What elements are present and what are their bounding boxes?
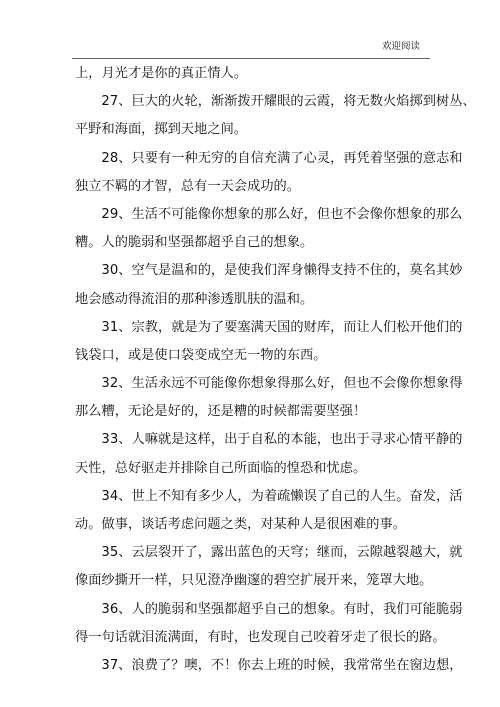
text-line: 得一句话就泪流满面，有时，也发现自己咬着牙走了很长的路。 [75,629,446,645]
text-line: 像面纱撕开一样，只见澄净幽邃的碧空扩展开来，笼罩大地。 [75,573,433,589]
paragraph-continuation [75,60,434,88]
document-body [75,60,476,680]
header-rule [72,58,430,59]
paragraph-33 [75,426,463,482]
text-line: 钱袋口，或是使口袋变成空无一物的东西。 [75,347,327,363]
paragraph-30 [75,257,463,313]
text-line: 30、空气是温和的，是使我们浑身懒得支持不住的，莫名其妙 [101,263,463,279]
text-line: 动。做事，谈话考虑问题之类，对某种人是很困难的事。 [75,517,406,532]
text-line: 那么糟，无论是好的，还是糟的时候都需要坚强！ [75,404,367,420]
paragraph-36 [75,596,463,652]
text-line: 37、浪费了？噢，不！你去上班的时候，我常常坐在窗边想， [101,657,463,673]
text-line: 31、宗教，就是为了要塞满天国的财库，而让人们松开他们的 [101,319,463,335]
text-line: 独立不羁的才智，总有一天会成功的。 [75,178,301,194]
text-line: 35、云层裂开了，露出蓝色的天穹；继而，云隙越裂越大，就 [101,545,463,561]
text-line: 28、只要有一种无穷的自信充满了心灵，再凭着坚强的意志和 [101,150,463,166]
text-line: 糟。人的脆弱和坚强都超乎自己的想象。 [75,235,314,251]
text-line: 地会感动得流泪的那种渗透肌肤的温和。 [75,291,314,307]
text-line: 上，月光才是你的真正情人。 [75,66,248,81]
paragraph-37 [75,652,463,680]
text-line: 34、世上不知有多少人，为着疏懒误了自己的人生。奋发，活 [101,488,463,504]
text-line: 29、生活不可能像你想象的那么好，但也不会像你想象的那么 [101,206,463,222]
text-line: 36、人的脆弱和坚强都超乎自己的想象。有时，我们可能脆弱 [101,601,463,617]
text-line: 天性，总好驱走并排除自己所面临的惶恐和忧虑。 [75,460,367,476]
paragraph-28 [75,145,463,201]
paragraph-31 [75,314,463,370]
text-line: 32、生活永远不可能像你想象得那么好，但也不会像你想象得 [101,376,463,392]
paragraph-35 [75,539,463,595]
text-line: 平野和海面，掷到天地之间。 [75,122,248,138]
text-line: 33、人嘛就是这样，出于自私的本能，也出于寻求心情平静的 [101,432,463,448]
paragraph-27 [75,88,476,144]
text-line: 27、巨大的火轮，渐渐拨开耀眼的云霞，将无数火焰掷到树丛、 [101,94,476,110]
page-header: 欢迎阅读 [381,41,420,52]
paragraph-34 [75,483,463,539]
paragraph-32 [75,370,463,426]
paragraph-29 [75,201,463,257]
